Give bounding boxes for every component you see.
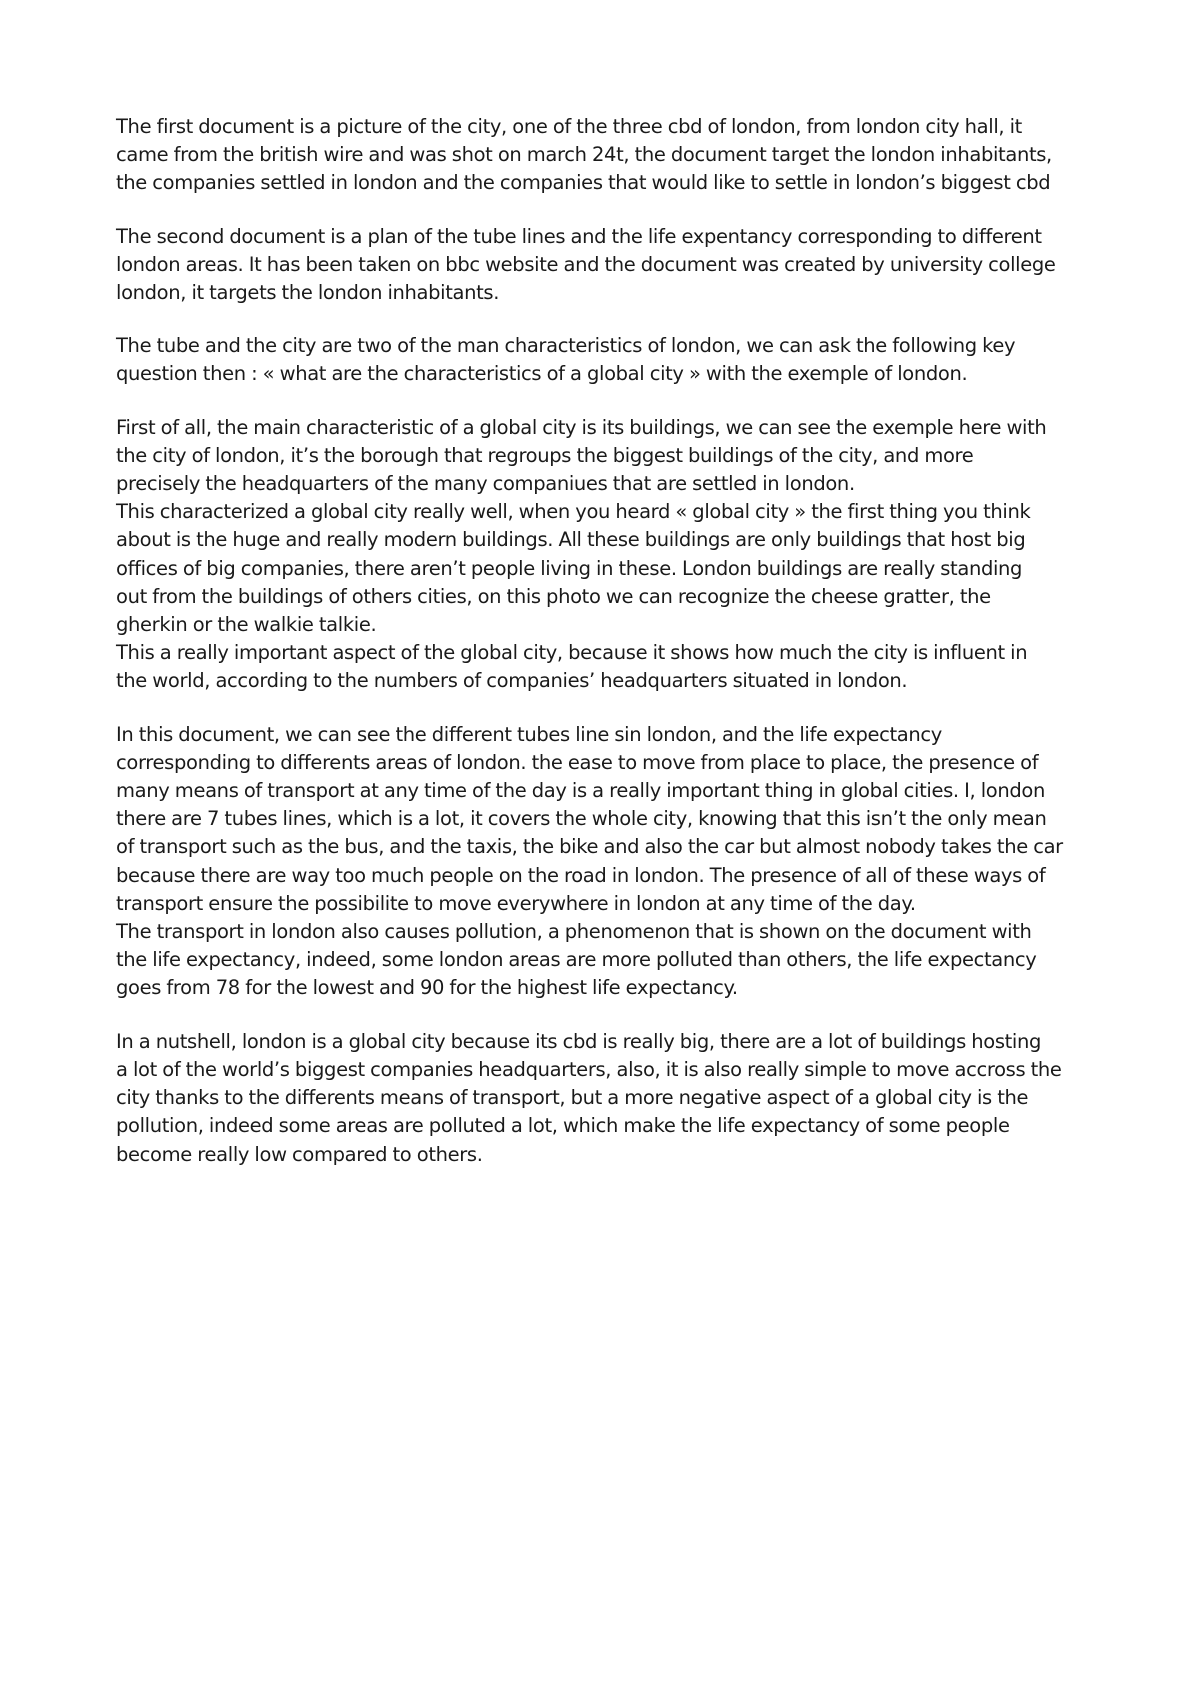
paragraph-line: of transport such as the bus, and the taxis, the bike and also the car but almost nobody takes the car <box>116 835 1063 859</box>
paragraph-line: london, it targets the london inhabitants. <box>116 281 500 305</box>
paragraph-line: The second document is a plan of the tube lines and the life expentancy corresponding to different <box>116 224 1042 248</box>
paragraph-line: transport ensure the possibilite to move everywhere in london at any time of the day. <box>116 891 916 915</box>
paragraph-line: This a really important aspect of the global city, because it shows how much the city is influent in <box>116 641 1028 665</box>
paragraph-line: there are 7 tubes lines, which is a lot, it covers the whole city, knowing that this isn’t the only mean <box>116 807 1047 831</box>
document-paragraph <box>116 223 1106 308</box>
paragraph-line: about is the huge and really modern buildings. All these buildings are only buildings that host big <box>116 528 1026 552</box>
paragraph-line: corresponding to differents areas of london. the ease to move from place to place, the presence of <box>116 750 1039 774</box>
paragraph-line: In this document, we can see the different tubes line sin london, and the life expectancy <box>116 722 942 746</box>
paragraph-line: question then : « what are the characteristics of a global city » with the exemple of london. <box>116 362 968 386</box>
paragraph-line: because there are way too much people on the road in london. The presence of all of these ways of <box>116 863 1046 887</box>
paragraph-line: came from the british wire and was shot on march 24t, the document target the london inhabitants, <box>116 143 1052 167</box>
paragraph-line: In a nutshell, london is a global city because its cbd is really big, there are a lot of buildings hosting <box>116 1029 1042 1053</box>
paragraph-line: gherkin or the walkie talkie. <box>116 613 377 637</box>
paragraph-line: the world, according to the numbers of companies’ headquarters situated in london. <box>116 669 908 693</box>
paragraph-line: the city of london, it’s the borough that regroups the biggest buildings of the city, and more <box>116 443 974 467</box>
paragraph-line: precisely the headquarters of the many companiues that are settled in london. <box>116 472 855 496</box>
paragraph-line: become really low compared to others. <box>116 1142 483 1166</box>
document-paragraph <box>116 721 1106 1003</box>
paragraph-line: The tube and the city are two of the man characteristics of london, we can ask the following key <box>116 334 1016 358</box>
paragraph-line: goes from 78 for the lowest and 90 for the highest life expectancy. <box>116 976 738 1000</box>
paragraph-line: This characterized a global city really well, when you heard « global city » the first thing you think <box>116 500 1031 524</box>
paragraph-line: london areas. It has been taken on bbc website and the document was created by university college <box>116 252 1056 276</box>
paragraph-line: a lot of the world’s biggest companies headquarters, also, it is also really simple to move accross the <box>116 1057 1062 1081</box>
document-paragraph <box>116 414 1106 696</box>
document-paragraph <box>116 1028 1106 1169</box>
paragraph-line: The first document is a picture of the city, one of the three cbd of london, from london city hall, it <box>116 115 1022 138</box>
paragraph-line: the companies settled in london and the companies that would like to settle in london’s biggest cbd <box>116 171 1051 195</box>
document-paragraph <box>116 332 1106 388</box>
paragraph-line: the life expectancy, indeed, some london areas are more polluted than others, the life expectancy <box>116 948 1037 972</box>
paragraph-line: pollution, indeed some areas are polluted a lot, which make the life expectancy of some people <box>116 1114 1010 1138</box>
document-paragraph <box>116 113 1106 198</box>
paragraph-line: out from the buildings of others cities, on this photo we can recognize the cheese gratter, the <box>116 584 991 608</box>
paragraph-line: offices of big companies, there aren’t people living in these. London buildings are really standing <box>116 556 1023 580</box>
paragraph-line: many means of transport at any time of the day is a really important thing in global cities. I, london <box>116 779 1046 803</box>
paragraph-line: city thanks to the differents means of transport, but a more negative aspect of a global city is the <box>116 1086 1029 1110</box>
document-body <box>116 113 1106 1194</box>
paragraph-line: The transport in london also causes pollution, a phenomenon that is shown on the document with <box>116 920 1032 944</box>
paragraph-line: First of all, the main characteristic of a global city is its buildings, we can see the exemple here with <box>116 415 1047 439</box>
